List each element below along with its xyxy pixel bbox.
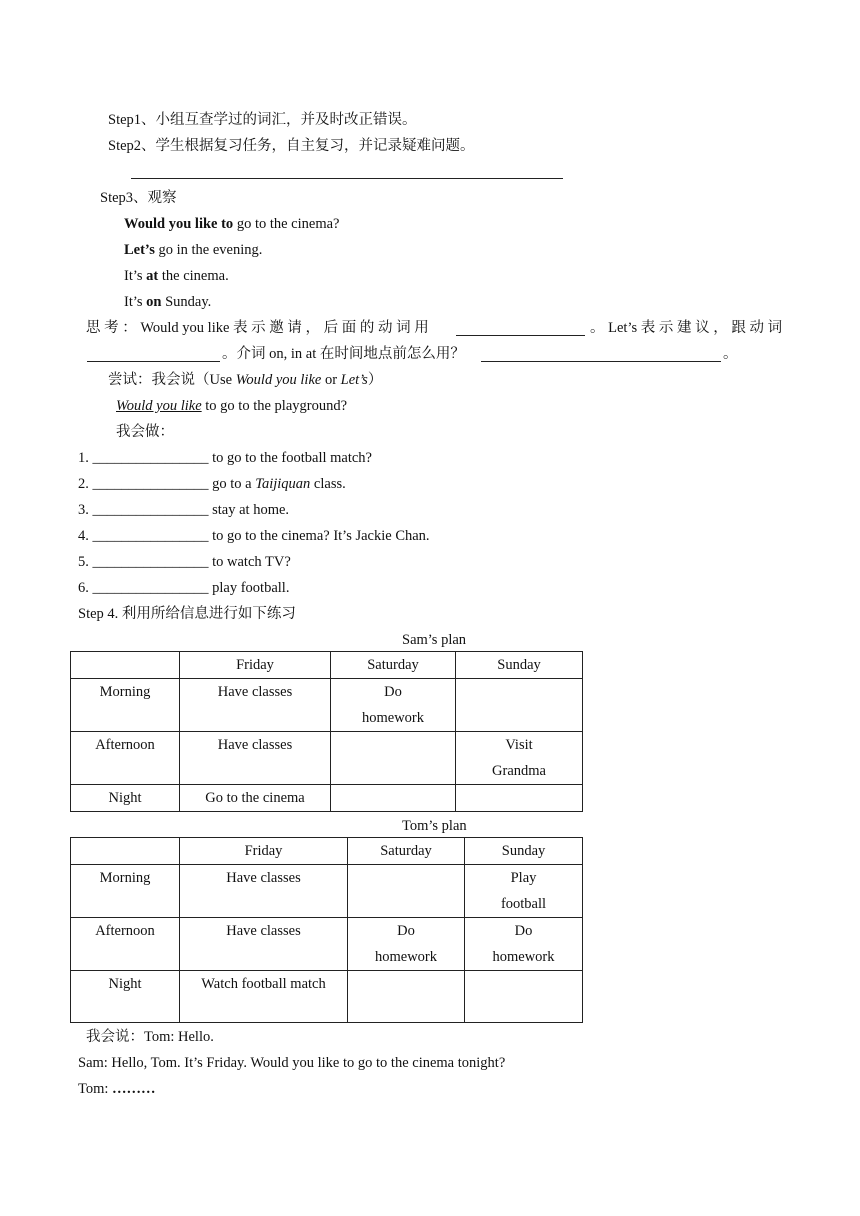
tom-plan-table [70, 837, 583, 1023]
think-blank-1[interactable] [456, 335, 585, 336]
observe-rest: go in the evening. [154, 242, 263, 258]
sam-plan-table [70, 651, 583, 812]
table-header-cell [71, 838, 180, 865]
exercise-item [78, 475, 346, 493]
exercise-text: to go to the cinema? It’s Jackie Chan. [208, 528, 430, 544]
exercise-number: 2. [78, 476, 89, 492]
exercise-post: class. [310, 476, 346, 492]
try-example [108, 397, 347, 415]
observe-rest: go to the cinema? [233, 216, 340, 232]
exercise-text: stay at home. [208, 502, 290, 518]
dialogue-ellipsis: ……… [112, 1081, 156, 1097]
exercise-text: to watch TV? [208, 554, 291, 570]
do-label: 我会做： [116, 424, 174, 440]
try-example-answer: Would you like [116, 398, 202, 414]
dialogue-speaker: Tom: [78, 1081, 113, 1097]
exercise-number: 6. [78, 580, 89, 596]
exercise-text: go to a [208, 476, 256, 492]
step1-text: Step1、小组互查学过的词汇，并及时改正错误。 [108, 112, 417, 128]
table-header-cell: Sunday [465, 838, 583, 865]
exercise-blank[interactable]: ________________ [92, 554, 209, 570]
think-line-1b: 。 Let’s 表 示 建 议 ， 跟 动 词 [590, 320, 783, 336]
try-example-rest: to go to the playground? [201, 398, 348, 414]
observe-sentence-1 [124, 215, 339, 233]
table-cell [331, 732, 456, 785]
table-header-cell: Saturday [348, 838, 465, 865]
exercise-text: play football. [208, 580, 290, 596]
think-blank-3[interactable] [481, 361, 721, 362]
observe-bold: at [146, 268, 159, 284]
exercise-number: 1. [78, 450, 89, 466]
tom-plan-caption: Tom’s plan [402, 818, 467, 834]
table-cell: Go to the cinema [180, 785, 331, 812]
exercise-italic: Taijiquan [255, 476, 311, 492]
exercise-number: 4. [78, 528, 89, 544]
try-label-lets: Let’s [340, 372, 368, 388]
observe-bold: on [146, 294, 162, 310]
table-header-cell: Friday [180, 838, 348, 865]
table-cell: Morning [71, 679, 180, 732]
table-cell: Morning [71, 865, 180, 918]
table-header-cell [71, 652, 180, 679]
observe-rest: the cinema. [158, 268, 229, 284]
table-cell: Have classes [180, 732, 331, 785]
table-header-cell: Sunday [456, 652, 583, 679]
table-cell: Have classes [180, 865, 348, 918]
exercise-item [78, 553, 291, 571]
try-label-would: Would you like [235, 372, 322, 388]
step4-text: Step 4. 利用所给信息进行如下练习 [78, 606, 296, 622]
exercise-blank[interactable]: ________________ [92, 502, 209, 518]
table-cell: Night [71, 971, 180, 1023]
think-line-2b: 。 [723, 346, 738, 362]
observe-sentence-2 [124, 241, 262, 259]
table-cell: Watch football match [180, 971, 348, 1023]
try-label [108, 371, 382, 389]
dialogue-line-2: Sam: Hello, Tom. It’s Friday. Would you like to go to the cinema tonight? [78, 1055, 506, 1071]
table-cell: Night [71, 785, 180, 812]
dialogue-line-1: 我会说：Tom: Hello. [86, 1029, 214, 1045]
exercise-text: to go to the football match? [208, 450, 372, 466]
answer-line [131, 178, 563, 179]
table-row [71, 679, 583, 732]
exercise-item [78, 527, 430, 545]
step3-text: Step3、观察 [100, 190, 177, 206]
observe-pre: It’s [124, 294, 147, 310]
exercise-blank[interactable]: ________________ [92, 580, 209, 596]
step2-text: Step2、学生根据复习任务，自主复习，并记录疑难问题。 [108, 138, 475, 154]
table-cell: Play football [465, 865, 583, 918]
table-row [71, 865, 583, 918]
table-cell: Visit Grandma [456, 732, 583, 785]
observe-rest: Sunday. [161, 294, 212, 310]
sam-plan-caption: Sam’s plan [402, 632, 467, 648]
table-row [71, 971, 583, 1023]
exercise-blank[interactable]: ________________ [92, 450, 209, 466]
table-cell: Afternoon [71, 918, 180, 971]
dialogue-line-3 [78, 1080, 156, 1098]
observe-bold: Let’s [124, 242, 155, 258]
exercise-blank[interactable]: ________________ [92, 528, 209, 544]
table-header-cell: Saturday [331, 652, 456, 679]
table-cell [331, 785, 456, 812]
table-cell: Do homework [331, 679, 456, 732]
exercise-item [78, 579, 289, 597]
table-row [71, 918, 583, 971]
exercise-blank[interactable]: ________________ [92, 476, 209, 492]
exercise-item [78, 449, 372, 467]
observe-pre: It’s [124, 268, 147, 284]
table-row [71, 732, 583, 785]
table-cell: Have classes [180, 918, 348, 971]
table-cell [465, 971, 583, 1023]
table-cell [348, 971, 465, 1023]
table-cell: Have classes [180, 679, 331, 732]
table-cell: Do homework [465, 918, 583, 971]
try-label-pre: 尝试：我会说（Use [108, 372, 236, 388]
table-cell [456, 785, 583, 812]
think-line-2a: 。介词 on, in at 在时间地点前怎么用？ [222, 346, 465, 362]
table-row [71, 785, 583, 812]
think-blank-2[interactable] [87, 361, 220, 362]
observe-sentence-4 [124, 293, 211, 311]
exercise-number: 5. [78, 554, 89, 570]
think-line-1a: 思 考 ： Would you like 表 示 邀 请 ， 后 面 的 动 词 用 [86, 320, 429, 336]
observe-bold: Would you like to [124, 216, 234, 232]
observe-sentence-3 [124, 267, 229, 285]
try-label-end: ） [367, 372, 383, 388]
exercise-number: 3. [78, 502, 89, 518]
table-cell: Afternoon [71, 732, 180, 785]
table-cell [348, 865, 465, 918]
table-header-cell: Friday [180, 652, 331, 679]
table-cell: Do homework [348, 918, 465, 971]
try-label-or: or [321, 372, 341, 388]
exercise-item [78, 501, 289, 519]
table-cell [456, 679, 583, 732]
table-header-row [71, 652, 583, 679]
table-header-row [71, 838, 583, 865]
